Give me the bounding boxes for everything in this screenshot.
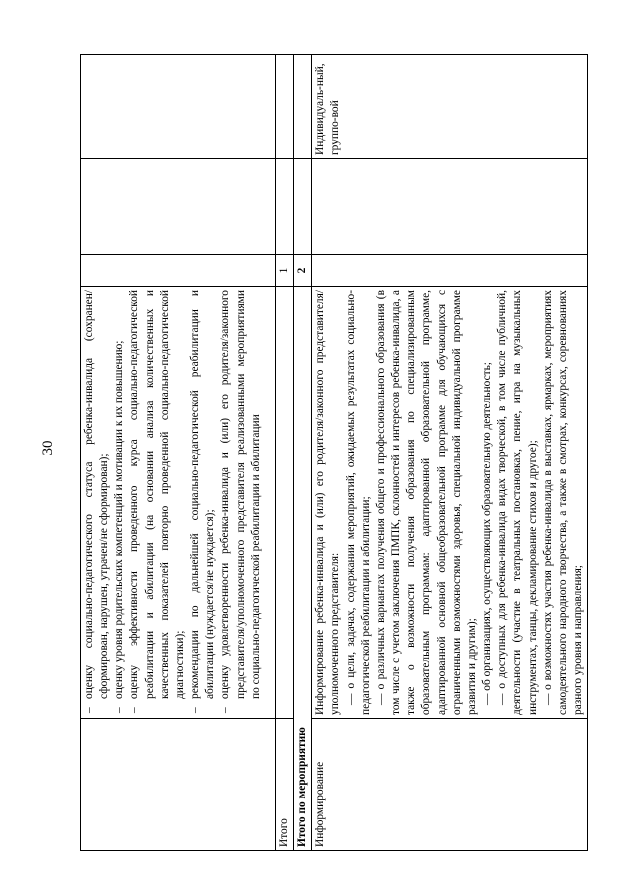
table-row	[294, 55, 312, 851]
list-item: – оценку социально-педагогического статуса ребенка-инвалида (сохранен/сформирован, нарушен, утрачен/не сформирован);	[82, 290, 112, 715]
list-item: — о возможностях участия ребенка-инвалида в выставках, ярмарках, мероприятиях самодеятельного народного творчества, а также в смотрах, конкурсах, соревнованиях разного уровня и направления;	[541, 290, 586, 715]
list-item: – оценку удовлетворенности ребенка-инвалида и (или) его родителя/законного представителя/уполномоченного представителя реализованными мероприятиями по социально-педагогической реабилитации и абилитации	[218, 290, 263, 715]
list-item: – оценку эффективности проведенного курса социально-педагогической реабилитации и абилитации (на основании анализа количественных и качественных показателей повторно проведенной социально-педагогической диагностики);	[127, 290, 188, 715]
event-name-cell-empty	[81, 719, 276, 851]
total-event-period-cell-empty	[294, 159, 312, 255]
list-item: — о различных вариантах получения общего и профессионального образования (в том числе с учетом заключения ПМПК, склонностей и интересов ребенка-инвалида, а также о возможности получения образования по специализированным образовательным программам: адаптированной образовательной программе, адаптированной основной общеобразовательной программе для обучающихся с ограниченными возможностями здоровья, специальной индивидуальной программе развития и другим);	[374, 290, 480, 715]
content-cell-continuation	[81, 287, 276, 719]
content-cell-information	[312, 287, 588, 719]
count-cell-empty	[312, 255, 588, 287]
list-item: – рекомендации по дальнейшей социально-педагогической реабилитации и абилитации (нуждается/не нуждается);	[188, 290, 218, 715]
total-content-cell-empty	[276, 287, 294, 719]
table-row	[312, 55, 588, 851]
form-of-work-cell: Индивидуаль-ный, группо-вой	[312, 55, 588, 159]
page-number: 30	[40, 440, 56, 456]
total-event-label-cell: Итого по мероприятию	[294, 287, 312, 851]
total-event-value-cell: 2	[294, 255, 312, 287]
list-item: — об организациях, осуществляющих образовательную деятельность;	[480, 290, 495, 715]
table-row	[81, 55, 276, 851]
table-row	[276, 55, 294, 851]
total-form-cell-empty	[276, 55, 294, 159]
period-cell-empty	[312, 159, 588, 255]
count-cell-empty	[81, 255, 276, 287]
period-cell-empty	[81, 159, 276, 255]
event-name-cell: Информирование	[312, 719, 588, 851]
program-table	[80, 54, 588, 851]
total-event-form-cell-empty	[294, 55, 312, 159]
total-value-cell: 1	[276, 255, 294, 287]
list-item: – оценку уровня родительских компетенций и мотивации к их повышению;	[112, 290, 127, 715]
form-cell-empty	[81, 55, 276, 159]
total-label-cell: Итого	[276, 719, 294, 851]
info-intro: Информирование ребенка-инвалида и (или) его родителя/законного представителя/уполномоченного представителя:	[314, 290, 342, 715]
total-period-cell-empty	[276, 159, 294, 255]
list-item: — о цели, задачах, содержании мероприятий, ожидаемых результатах социально-педагогической реабилитации и абилитации;	[344, 290, 374, 715]
list-item: — о доступных для ребенка-инвалида видах творческой, в том числе публичной, деятельности (участие в театральных постановках, пение, игра на музыкальных инструментах, танцы, декламирование стихов и другое);	[495, 290, 540, 715]
